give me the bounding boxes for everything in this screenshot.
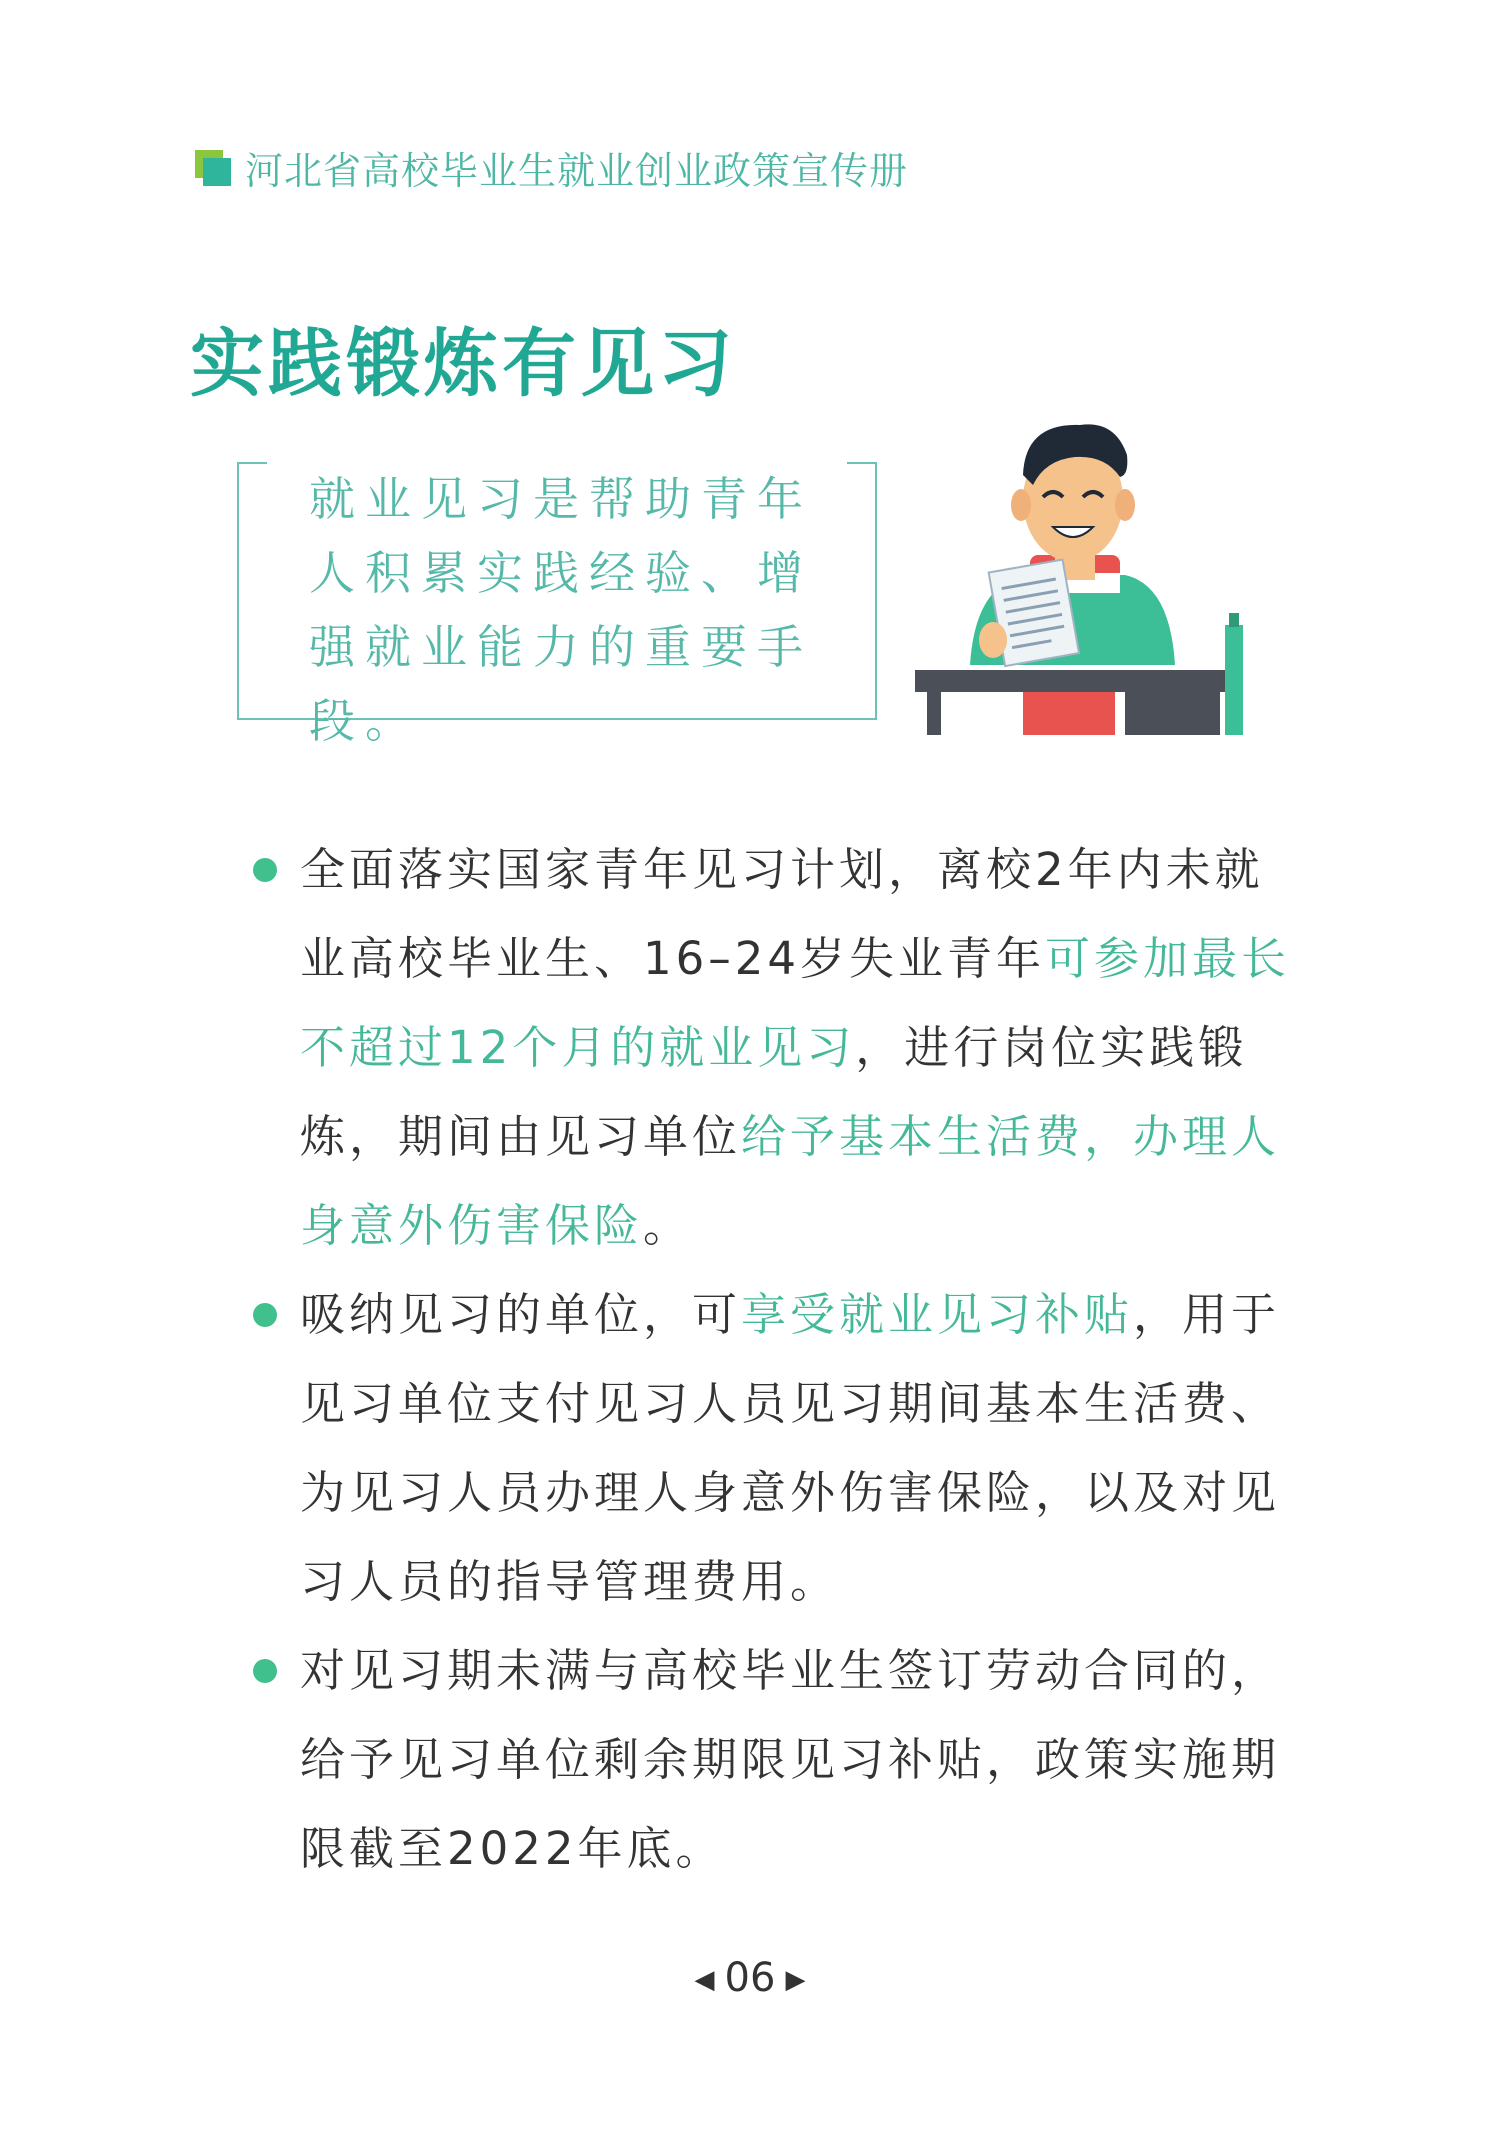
- policy-content: [250, 825, 1300, 1893]
- bullet-dot-icon: [253, 1659, 277, 1683]
- bullet-item: [250, 825, 1300, 1270]
- quote-box: [237, 462, 877, 748]
- page-number: 06: [724, 1955, 776, 2001]
- man-reading-document-illustration: [915, 415, 1245, 735]
- page-navigation: [0, 1955, 1500, 2001]
- bullet-text: 全面落实国家青年见习计划，离校2年内未就业高校毕业生、16–24岁失业青年: [300, 843, 1264, 985]
- bullet-highlight: 可参加最长不超过12个月的就业见习: [300, 932, 1291, 1074]
- quote-text: 就业见习是帮助青年人积累实践经验、增强就业能力的重要手段。: [309, 472, 813, 748]
- bullet-dot-icon: [253, 1303, 277, 1327]
- bullet-dot-icon: [253, 858, 277, 882]
- bullet-text: 吸纳见习的单位，可: [300, 1288, 742, 1341]
- bullet-highlight: 享受就业见习补贴: [741, 1288, 1134, 1341]
- header-square-icon: [195, 150, 231, 186]
- bullet-text: ，用于见习单位支付见习人员见习期间基本生活费、为见习人员办理人身意外伤害保险，以及对见习人员的指导管理费用。: [300, 1288, 1281, 1608]
- bullet-highlight: 给予基本生活费，办理人身意外伤害保险: [300, 1110, 1281, 1252]
- bullet-text: ，进行岗位实践锻炼，期间由见习单位: [300, 1021, 1248, 1163]
- bullet-text: 。: [643, 1199, 693, 1252]
- page-title: 实践锻炼有见习: [190, 321, 736, 407]
- bullet-text: 对见习期未满与高校毕业生签订劳动合同的，给予见习单位剩余期限见习补贴，政策实施期限截至2022年底。: [300, 1644, 1281, 1875]
- bullet-item: [250, 1626, 1300, 1893]
- prev-page-arrow-icon[interactable]: ◀: [694, 1965, 715, 1995]
- header-title: 河北省高校毕业生就业创业政策宣传册: [245, 149, 909, 193]
- bullet-item: [250, 1270, 1300, 1626]
- next-page-arrow-icon[interactable]: ▶: [785, 1965, 806, 1995]
- document-header: [195, 140, 908, 195]
